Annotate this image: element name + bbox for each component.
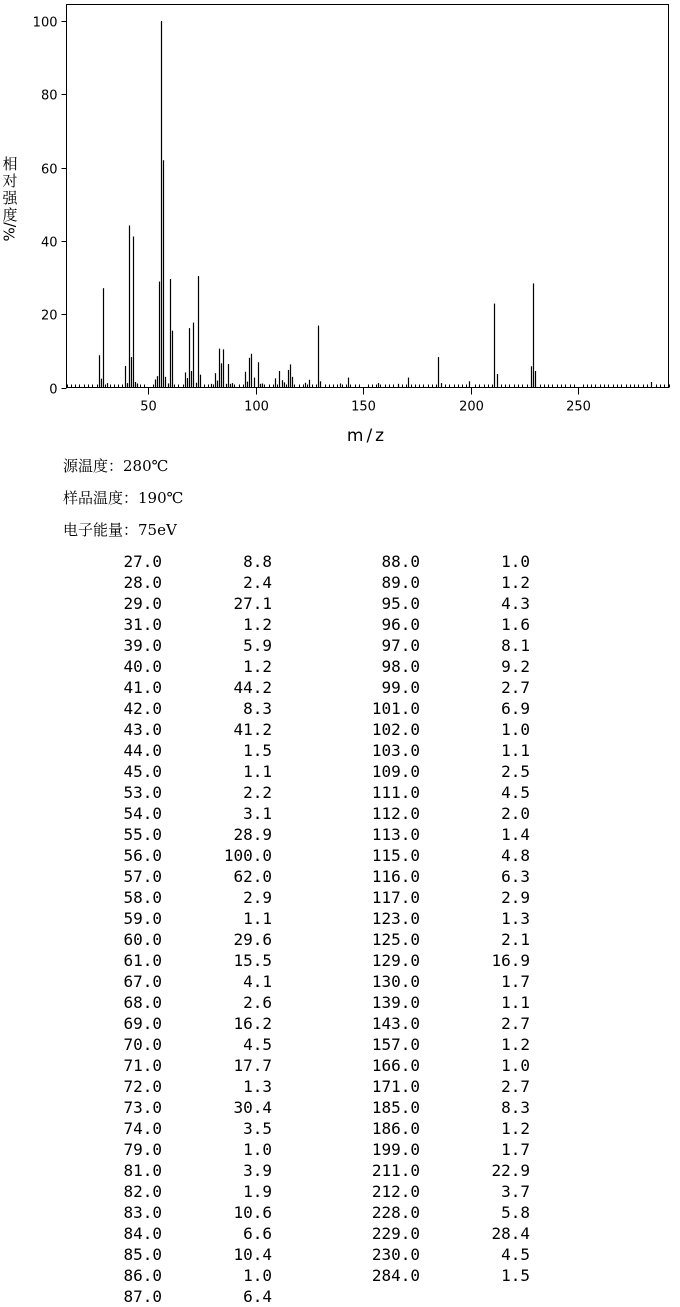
peak-row xyxy=(60,929,272,950)
x-axis-label: m/z xyxy=(346,426,388,446)
intensity-value: 62.0 xyxy=(233,867,272,886)
intensity-value: 1.1 xyxy=(243,909,272,928)
intensity-value: 41.2 xyxy=(233,720,272,739)
mz-value: 84.0 xyxy=(123,1224,162,1243)
peak-row xyxy=(60,1160,272,1181)
mz-value: 211.0 xyxy=(371,1161,420,1180)
peak-row xyxy=(60,1244,272,1265)
intensity-value: 5.9 xyxy=(243,636,272,655)
peak-row xyxy=(318,761,530,782)
intensity-value: 2.7 xyxy=(501,1014,530,1033)
peak-row xyxy=(318,929,530,950)
peak-row xyxy=(60,1265,272,1286)
peak-row xyxy=(318,740,530,761)
peak-row xyxy=(318,824,530,845)
peak-row xyxy=(60,992,272,1013)
peak-row xyxy=(60,1181,272,1202)
peak-row xyxy=(318,677,530,698)
peak-row xyxy=(60,971,272,992)
peak-row xyxy=(318,845,530,866)
mz-value: 125.0 xyxy=(371,930,420,949)
peak-row xyxy=(60,761,272,782)
intensity-value: 10.6 xyxy=(233,1203,272,1222)
mz-value: 81.0 xyxy=(123,1161,162,1180)
intensity-value: 6.4 xyxy=(243,1287,272,1306)
intensity-value: 1.2 xyxy=(501,1035,530,1054)
peak-row xyxy=(318,887,530,908)
x-tick-label-100: 100 xyxy=(244,399,269,415)
mz-value: 111.0 xyxy=(371,783,420,802)
intensity-value: 1.2 xyxy=(501,1119,530,1138)
intensity-value: 16.2 xyxy=(233,1014,272,1033)
mz-value: 185.0 xyxy=(371,1098,420,1117)
intensity-value: 1.0 xyxy=(501,552,530,571)
x-tick-label-250: 250 xyxy=(566,399,591,415)
peak-row xyxy=(60,866,272,887)
intensity-value: 2.2 xyxy=(243,783,272,802)
y-tick-label-40: 40 xyxy=(40,235,58,251)
intensity-value: 1.7 xyxy=(501,972,530,991)
peak-row xyxy=(318,1139,530,1160)
peak-row xyxy=(318,1076,530,1097)
intensity-value: 1.2 xyxy=(243,657,272,676)
mz-value: 73.0 xyxy=(123,1098,162,1117)
peak-row xyxy=(318,1244,530,1265)
peak-row xyxy=(318,635,530,656)
mz-value: 41.0 xyxy=(123,678,162,697)
mz-value: 89.0 xyxy=(381,573,420,592)
mz-value: 68.0 xyxy=(123,993,162,1012)
peak-row xyxy=(318,572,530,593)
peak-row xyxy=(318,614,530,635)
intensity-value: 4.5 xyxy=(501,1245,530,1264)
mz-value: 212.0 xyxy=(371,1182,420,1201)
intensity-value: 2.6 xyxy=(243,993,272,1012)
intensity-value: 3.1 xyxy=(243,804,272,823)
intensity-value: 1.2 xyxy=(501,573,530,592)
intensity-value: 100.0 xyxy=(223,846,272,865)
intensity-value: 4.3 xyxy=(501,594,530,613)
peak-row xyxy=(60,677,272,698)
mz-value: 72.0 xyxy=(123,1077,162,1096)
intensity-value: 3.7 xyxy=(501,1182,530,1201)
peak-row xyxy=(60,1097,272,1118)
peak-row xyxy=(60,887,272,908)
mz-value: 116.0 xyxy=(371,867,420,886)
y-axis-label-unit: %/ xyxy=(0,222,19,242)
intensity-value: 3.5 xyxy=(243,1119,272,1138)
peak-row xyxy=(60,656,272,677)
mz-value: 53.0 xyxy=(123,783,162,802)
mz-value: 61.0 xyxy=(123,951,162,970)
mz-value: 230.0 xyxy=(371,1245,420,1264)
intensity-value: 10.4 xyxy=(233,1245,272,1264)
peak-row xyxy=(318,1055,530,1076)
mz-value: 79.0 xyxy=(123,1140,162,1159)
mz-value: 143.0 xyxy=(371,1014,420,1033)
intensity-value: 1.1 xyxy=(501,993,530,1012)
mz-value: 71.0 xyxy=(123,1056,162,1075)
mz-value: 130.0 xyxy=(371,972,420,991)
peak-row xyxy=(60,845,272,866)
mz-value: 139.0 xyxy=(371,993,420,1012)
peak-row xyxy=(60,614,272,635)
mz-value: 186.0 xyxy=(371,1119,420,1138)
mz-value: 96.0 xyxy=(381,615,420,634)
mz-value: 129.0 xyxy=(371,951,420,970)
intensity-value: 1.2 xyxy=(243,615,272,634)
intensity-value: 6.6 xyxy=(243,1224,272,1243)
intensity-value: 1.1 xyxy=(501,741,530,760)
peak-row xyxy=(318,1160,530,1181)
intensity-value: 2.0 xyxy=(501,804,530,823)
peak-row xyxy=(318,1223,530,1244)
intensity-value: 22.9 xyxy=(491,1161,530,1180)
mz-value: 59.0 xyxy=(123,909,162,928)
intensity-value: 6.3 xyxy=(501,867,530,886)
mz-value: 171.0 xyxy=(371,1077,420,1096)
y-axis-label xyxy=(1,156,19,241)
intensity-value: 4.8 xyxy=(501,846,530,865)
peak-row xyxy=(318,908,530,929)
intensity-value: 4.5 xyxy=(501,783,530,802)
intensity-value: 6.9 xyxy=(501,699,530,718)
mz-value: 57.0 xyxy=(123,867,162,886)
peak-row xyxy=(60,740,272,761)
peak-row xyxy=(60,803,272,824)
intensity-value: 1.3 xyxy=(501,909,530,928)
peak-row xyxy=(60,782,272,803)
peak-row xyxy=(60,1034,272,1055)
intensity-value: 8.8 xyxy=(243,552,272,571)
peak-row xyxy=(318,1202,530,1223)
intensity-value: 5.8 xyxy=(501,1203,530,1222)
peak-row xyxy=(60,950,272,971)
peak-row xyxy=(60,824,272,845)
mz-value: 45.0 xyxy=(123,762,162,781)
peak-row xyxy=(318,1013,530,1034)
intensity-value: 1.0 xyxy=(243,1140,272,1159)
sample-temperature: 样品温度：190℃ xyxy=(63,489,184,507)
mz-value: 115.0 xyxy=(371,846,420,865)
intensity-value: 1.1 xyxy=(243,762,272,781)
intensity-value: 2.9 xyxy=(243,888,272,907)
intensity-value: 9.2 xyxy=(501,657,530,676)
mz-value: 85.0 xyxy=(123,1245,162,1264)
intensity-value: 2.9 xyxy=(501,888,530,907)
x-tick-label-200: 200 xyxy=(459,399,484,415)
peak-row xyxy=(318,950,530,971)
x-tick-label-150: 150 xyxy=(351,399,376,415)
mz-value: 101.0 xyxy=(371,699,420,718)
peak-row xyxy=(318,1034,530,1055)
intensity-value: 1.6 xyxy=(501,615,530,634)
intensity-value: 27.1 xyxy=(233,594,272,613)
mz-value: 43.0 xyxy=(123,720,162,739)
intensity-value: 1.5 xyxy=(243,741,272,760)
peak-row xyxy=(60,1076,272,1097)
mz-value: 87.0 xyxy=(123,1287,162,1306)
y-axis-label-char-2: 对 xyxy=(2,172,18,190)
peak-row xyxy=(318,593,530,614)
intensity-value: 2.5 xyxy=(501,762,530,781)
y-axis-label-char-1: 相 xyxy=(2,155,18,173)
mz-value: 199.0 xyxy=(371,1140,420,1159)
peak-row xyxy=(60,1223,272,1244)
intensity-value: 1.0 xyxy=(501,1056,530,1075)
mz-value: 69.0 xyxy=(123,1014,162,1033)
intensity-value: 15.5 xyxy=(233,951,272,970)
peak-row xyxy=(60,1118,272,1139)
mz-value: 86.0 xyxy=(123,1266,162,1285)
source-temperature: 源温度：280℃ xyxy=(63,457,169,475)
mz-value: 83.0 xyxy=(123,1203,162,1222)
electron-energy: 电子能量：75eV xyxy=(63,521,177,539)
intensity-value: 1.4 xyxy=(501,825,530,844)
intensity-value: 1.3 xyxy=(243,1077,272,1096)
intensity-value: 8.3 xyxy=(243,699,272,718)
mz-value: 102.0 xyxy=(371,720,420,739)
peak-row xyxy=(318,866,530,887)
intensity-value: 2.7 xyxy=(501,1077,530,1096)
peak-row xyxy=(60,593,272,614)
mz-value: 113.0 xyxy=(371,825,420,844)
mz-value: 31.0 xyxy=(123,615,162,634)
intensity-value: 2.7 xyxy=(501,678,530,697)
y-tick-label-80: 80 xyxy=(40,88,58,104)
y-tick-label-0: 0 xyxy=(49,382,58,398)
peak-row xyxy=(60,1202,272,1223)
intensity-value: 1.5 xyxy=(501,1266,530,1285)
mz-value: 28.0 xyxy=(123,573,162,592)
mz-value: 103.0 xyxy=(371,741,420,760)
intensity-value: 16.9 xyxy=(491,951,530,970)
intensity-value: 4.5 xyxy=(243,1035,272,1054)
intensity-value: 44.2 xyxy=(233,678,272,697)
peak-row xyxy=(318,803,530,824)
intensity-value: 28.9 xyxy=(233,825,272,844)
intensity-value: 1.0 xyxy=(501,720,530,739)
peak-row xyxy=(60,719,272,740)
peak-table-left xyxy=(60,551,272,1307)
intensity-value: 1.0 xyxy=(243,1266,272,1285)
mz-value: 166.0 xyxy=(371,1056,420,1075)
mz-value: 98.0 xyxy=(381,657,420,676)
peak-row xyxy=(318,1265,530,1286)
peak-row xyxy=(318,1097,530,1118)
mz-value: 284.0 xyxy=(371,1266,420,1285)
peak-row xyxy=(60,551,272,572)
intensity-value: 3.9 xyxy=(243,1161,272,1180)
peak-row xyxy=(318,719,530,740)
mz-value: 123.0 xyxy=(371,909,420,928)
peak-row xyxy=(60,635,272,656)
peak-row xyxy=(318,1118,530,1139)
peak-row xyxy=(318,551,530,572)
y-axis-label-char-3: 强 xyxy=(2,189,18,207)
mz-value: 58.0 xyxy=(123,888,162,907)
peak-row xyxy=(60,1055,272,1076)
mz-value: 88.0 xyxy=(381,552,420,571)
peak-row xyxy=(318,698,530,719)
plot-frame xyxy=(67,5,669,388)
intensity-value: 8.3 xyxy=(501,1098,530,1117)
mz-value: 29.0 xyxy=(123,594,162,613)
peak-row xyxy=(60,572,272,593)
intensity-value: 29.6 xyxy=(233,930,272,949)
mz-value: 56.0 xyxy=(123,846,162,865)
peak-row xyxy=(318,1181,530,1202)
x-tick-label-50: 50 xyxy=(140,399,157,415)
peak-row xyxy=(60,1013,272,1034)
mz-value: 67.0 xyxy=(123,972,162,991)
mass-spectrum-chart xyxy=(0,0,680,450)
y-tick-label-60: 60 xyxy=(40,162,58,178)
mz-value: 40.0 xyxy=(123,657,162,676)
peak-row xyxy=(318,656,530,677)
y-axis-label-char-4: 度 xyxy=(2,206,18,224)
intensity-value: 28.4 xyxy=(491,1224,530,1243)
mz-value: 97.0 xyxy=(381,636,420,655)
mz-value: 228.0 xyxy=(371,1203,420,1222)
mz-value: 44.0 xyxy=(123,741,162,760)
peak-row xyxy=(60,1139,272,1160)
peak-row xyxy=(60,698,272,719)
intensity-value: 8.1 xyxy=(501,636,530,655)
intensity-value: 1.7 xyxy=(501,1140,530,1159)
peak-row xyxy=(318,992,530,1013)
mz-value: 55.0 xyxy=(123,825,162,844)
mz-value: 39.0 xyxy=(123,636,162,655)
mz-value: 27.0 xyxy=(123,552,162,571)
mz-value: 95.0 xyxy=(381,594,420,613)
intensity-value: 1.9 xyxy=(243,1182,272,1201)
peak-table-right xyxy=(318,551,530,1286)
y-tick-label-100: 100 xyxy=(32,15,58,31)
peak-row xyxy=(318,782,530,803)
intensity-value: 4.1 xyxy=(243,972,272,991)
mz-value: 109.0 xyxy=(371,762,420,781)
intensity-value: 17.7 xyxy=(233,1056,272,1075)
mz-value: 60.0 xyxy=(123,930,162,949)
mz-value: 99.0 xyxy=(381,678,420,697)
mz-value: 74.0 xyxy=(123,1119,162,1138)
intensity-value: 2.1 xyxy=(501,930,530,949)
intensity-value: 2.4 xyxy=(243,573,272,592)
mz-value: 42.0 xyxy=(123,699,162,718)
peak-row xyxy=(318,971,530,992)
mz-value: 117.0 xyxy=(371,888,420,907)
intensity-value: 30.4 xyxy=(233,1098,272,1117)
mz-value: 82.0 xyxy=(123,1182,162,1201)
y-tick-label-20: 20 xyxy=(40,308,58,324)
mz-value: 229.0 xyxy=(371,1224,420,1243)
peak-row xyxy=(60,908,272,929)
mz-value: 70.0 xyxy=(123,1035,162,1054)
mz-value: 54.0 xyxy=(123,804,162,823)
mz-value: 157.0 xyxy=(371,1035,420,1054)
mz-value: 112.0 xyxy=(371,804,420,823)
